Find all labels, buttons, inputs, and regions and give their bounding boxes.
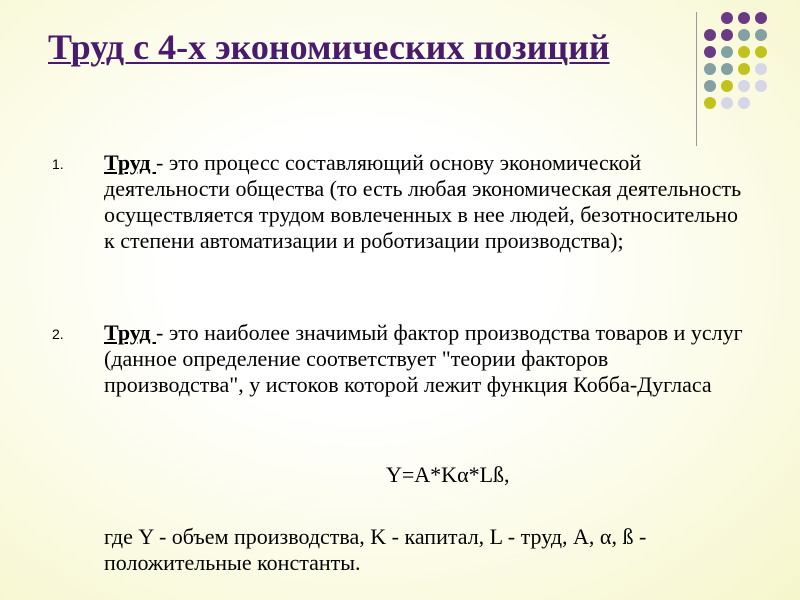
decorative-dot	[721, 29, 733, 41]
decorative-dot	[738, 12, 750, 24]
list-item-term: Труд	[104, 150, 157, 175]
slide-title: Труд с 4-х экономических позиций	[48, 27, 610, 67]
decorative-dot	[721, 12, 733, 24]
list-item-term: Труд	[104, 320, 157, 345]
decorative-dot	[755, 63, 767, 75]
decorative-dot	[755, 80, 767, 92]
decorative-dot	[721, 80, 733, 92]
decorative-dot	[704, 80, 716, 92]
decorative-dot	[738, 29, 750, 41]
decorative-dot	[704, 63, 716, 75]
formula-explanation: где Y - объем производства, K - капитал, L - труд, A, α, ß - положительные константы.	[104, 524, 647, 575]
decorative-divider-line	[696, 12, 697, 146]
list-item-number: 2.	[52, 326, 64, 342]
list-item-number: 1.	[52, 156, 64, 172]
decorative-dot	[755, 29, 767, 41]
decorative-dot	[738, 46, 750, 58]
decorative-dot	[755, 12, 767, 24]
decorative-dot	[721, 97, 733, 109]
decorative-dot	[738, 97, 750, 109]
decorative-dot	[721, 46, 733, 58]
decorative-dot	[704, 29, 716, 41]
decorative-dot	[721, 63, 733, 75]
decorative-dot	[704, 97, 716, 109]
list-item-text: - это процесс составляющий основу экономической деятельности общества (то есть любая экономическая деятельность осуществляется трудом вовлеченных в нее людей, безотносительно к степени автоматизации и роботизации производства);	[104, 150, 742, 253]
decorative-dot	[704, 46, 716, 58]
list-item-text: - это наиболее значимый фактор производства товаров и услуг (данное определение соответствует "теории факторов производства", у истоков которой лежит функция Кобба-Дугласа	[104, 320, 743, 397]
cobb-douglas-formula: Y=A*Kα*Lß,	[386, 462, 510, 487]
list-item-body	[104, 320, 744, 398]
decorative-dot	[755, 46, 767, 58]
decorative-dot	[738, 80, 750, 92]
list-item-body	[104, 150, 744, 254]
decorative-dot-grid	[704, 12, 767, 109]
decorative-dot	[738, 63, 750, 75]
